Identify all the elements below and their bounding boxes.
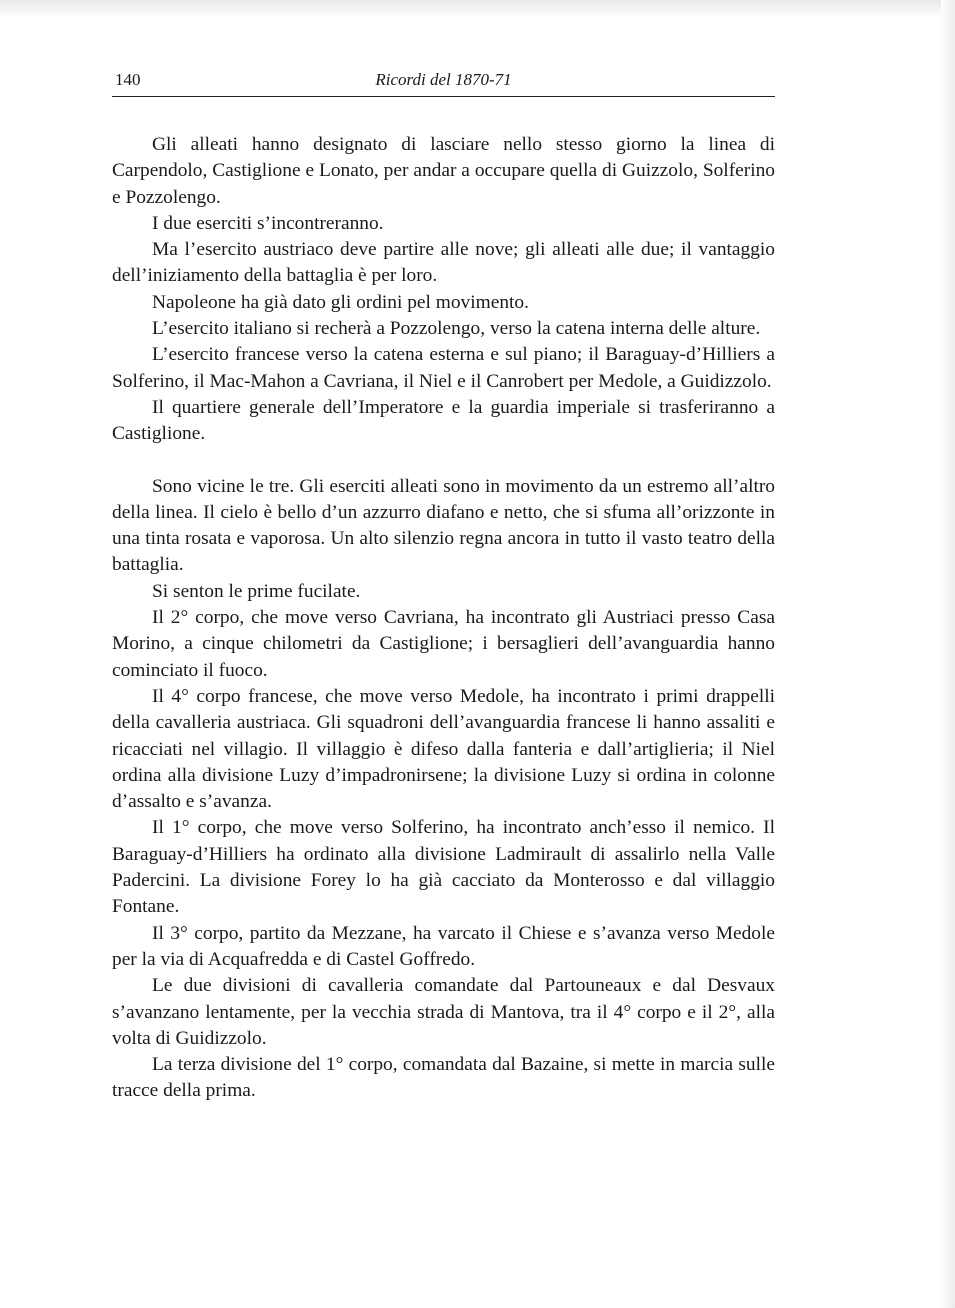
- running-title: Ricordi del 1870-71: [375, 70, 512, 89]
- paragraph: L’esercito italiano si recherà a Pozzolengo, verso la catena interna delle alture.: [152, 318, 761, 340]
- paragraph: I due eserciti s’incontreranno.: [152, 212, 384, 234]
- paragraph: Ma l’esercito austriaco deve partire alle nove; gli alleati alle due; il vantaggio dell’iniziamento della battaglia è per loro.: [112, 239, 775, 287]
- paragraph: Napoleone ha già dato gli ordini pel movimento.: [152, 291, 529, 313]
- paragraph: Il 2° corpo, che move verso Cavriana, ha incontrato gli Austriaci presso Casa Morino, a cinque chilometri da Castiglione; i bersaglieri dell’avanguardia hanno cominciato il fuoco.: [112, 607, 775, 681]
- paragraph: L’esercito francese verso la catena esterna e sul piano; il Baraguay-d’Hilliers a Solferino, il Mac-Mahon a Cavriana, il Niel e il Canrobert per Medole, a Guidizzolo.: [112, 344, 775, 392]
- body-text: [112, 132, 775, 1105]
- paragraph: Il quartiere generale dell’Imperatore e la guardia imperiale si trasferiranno a Castiglione.: [112, 396, 775, 445]
- paragraph: Il 4° corpo francese, che move verso Medole, ha incontrato i primi drappelli della cavalleria austriaca. Gli squadroni dell’avanguardia francese li hanno assaliti e ricacciati nel villagio. Il villaggio è difeso dalla fanteria e dall’artiglieria; il Niel ordina alla divisione Luzy d’impadronirsene; la divisione Luzy si ordina in colonne d’assalto e s’avanza.: [112, 685, 775, 813]
- header-rule: [112, 96, 775, 97]
- paragraph: Si senton le prime fucilate.: [152, 580, 361, 602]
- paragraph: Gli alleati hanno designato di lasciare nello stesso giorno la linea di Carpendolo, Castiglione e Lonato, per andar a occupare quella di Guizzolo, Solferino e Pozzolengo.: [112, 134, 775, 208]
- paragraph: Le due divisioni di cavalleria comandate dal Partouneaux e dal Desvaux s’avanzano lentamente, per la vecchia strada di Mantova, tra il 4° corpo e il 2°, alla volta di Guidizzolo.: [112, 975, 775, 1049]
- paragraph: Il 1° corpo, che move verso Solferino, ha incontrato anch’esso il nemico. Il Baraguay-d’Hilliers ha ordinato alla divisione Ladmirault di assalirlo nella Valle Padercini. La divisione Forey lo ha già cacciato da Monterosso e dal villaggio Fontane.: [112, 817, 775, 918]
- scan-shadow-top: [0, 0, 955, 18]
- running-head: [112, 66, 775, 94]
- scan-shadow-right: [941, 0, 955, 1308]
- page-number: 140: [115, 70, 141, 89]
- paragraph: Il 3° corpo, partito da Mezzane, ha varcato il Chiese e s’avanza verso Medole per la via di Acquafredda e di Castel Goffredo.: [112, 922, 775, 970]
- paragraph: Sono vicine le tre. Gli eserciti alleati sono in movimento da un estremo all’altro della linea. Il cielo è bello d’un azzurro diafano e netto, che si sfuma all’orizzonte in una tinta rosata e vaporosa. Un alto silenzio regna ancora in tutto il vasto teatro della battaglia.: [112, 475, 775, 576]
- paragraph: La terza divisione del 1° corpo, comandata dal Bazaine, si mette in marcia sulle tracce della prima.: [112, 1054, 775, 1102]
